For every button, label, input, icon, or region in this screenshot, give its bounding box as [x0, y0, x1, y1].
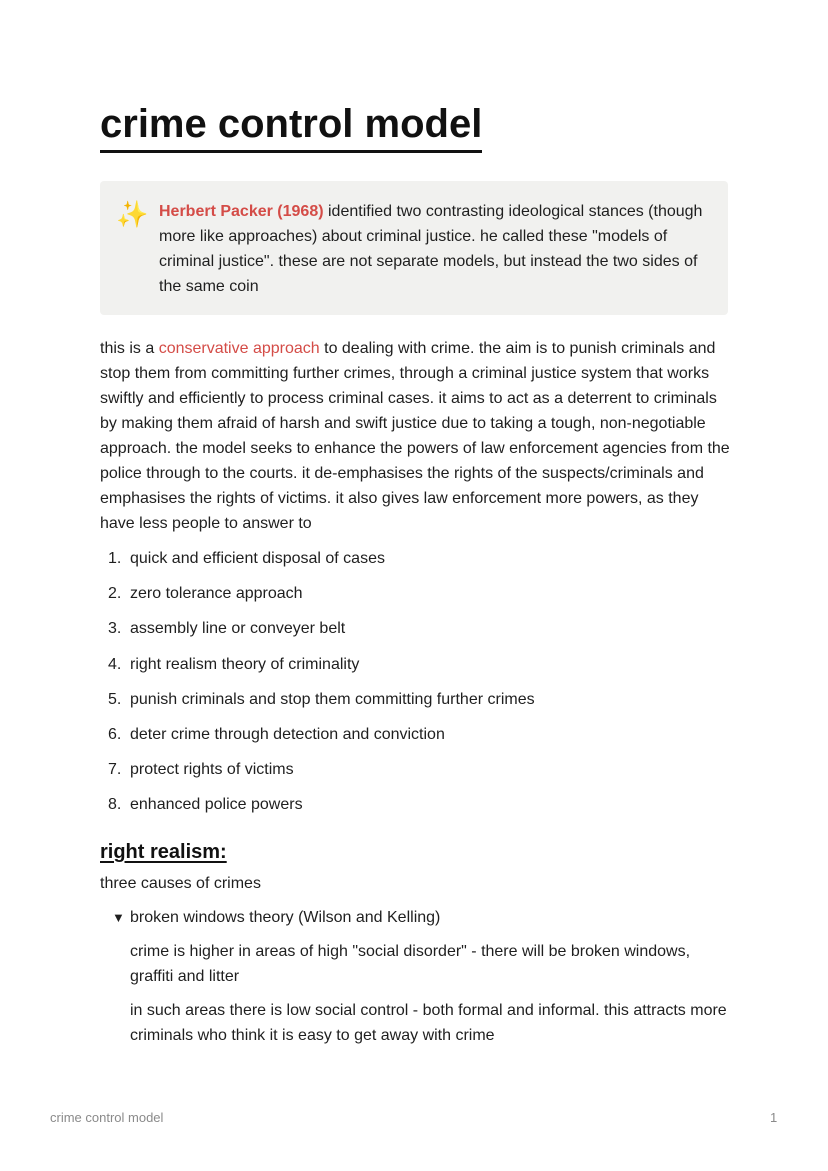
- list-item: [100, 652, 535, 687]
- toggle-broken-windows[interactable]: [112, 905, 440, 930]
- list-text: enhanced police powers: [130, 796, 303, 814]
- list-item: [100, 687, 535, 722]
- toggle-paragraph: in such areas there is low social control - both formal and informal. this attracts more criminals who think it is easy to get away with crime: [130, 1002, 727, 1044]
- intro-highlight: conservative approach: [158, 340, 320, 357]
- list-text: zero tolerance approach: [130, 585, 303, 603]
- list-text: punish criminals and stop them committing further crimes: [130, 690, 535, 708]
- page-title: crime control model: [100, 100, 482, 153]
- list-number: 8.: [108, 796, 122, 814]
- list-text: deter crime through detection and conviction: [130, 725, 445, 743]
- footer-page-number: 1: [770, 1110, 778, 1125]
- list-text: right realism theory of criminality: [130, 655, 360, 673]
- list-item: [100, 581, 535, 616]
- list-number: 3.: [108, 620, 122, 638]
- list-text: quick and efficient disposal of cases: [130, 550, 385, 567]
- numbered-list: [100, 546, 535, 828]
- list-text: protect rights of victims: [130, 761, 294, 779]
- callout-block: [100, 181, 728, 315]
- list-item: [100, 616, 535, 651]
- list-number: 7.: [108, 761, 122, 779]
- list-item: [100, 722, 535, 757]
- intro-after: to dealing with crime. the aim is to punish criminals and stop them from committing further crimes, through a criminal justice system that works swiftly and efficiently to process criminal cases. it aims to act as a deterrent to criminals by making them afraid of harsh and swift justice due to taking a tough, non-negotiable approach. the model seeks to enhance the powers of law enforcement agencies from the police through to the courts. it de-emphasises the rights of the suspects/criminals and emphasises the rights of victims. it also gives law enforcement more powers, as they have less people to answer to: [100, 340, 730, 532]
- toggle-label: broken windows theory (Wilson and Kelling): [130, 909, 441, 926]
- callout-text: [159, 199, 709, 299]
- intro-paragraph: [100, 336, 732, 536]
- callout-highlight: Herbert Packer (1968): [159, 203, 324, 220]
- callout-body: identified two contrasting ideological stances (though more like approaches) about criminal justice. he called these "models of criminal justice". these are not separate models, but instead the two sides of the same coin: [159, 203, 703, 295]
- list-item: [100, 792, 535, 827]
- list-item: [100, 757, 535, 792]
- section-heading: right realism:: [100, 841, 227, 863]
- list-item: [100, 546, 535, 581]
- list-text: assembly line or conveyer belt: [130, 620, 346, 638]
- footer-doc-title: crime control model: [50, 1110, 164, 1125]
- toggle-arrow-icon[interactable]: ▼: [112, 910, 125, 925]
- sparkles-icon: ✨: [116, 199, 149, 229]
- list-number: 6.: [108, 725, 122, 743]
- toggle-content: [130, 939, 730, 1057]
- list-number: 5.: [108, 690, 122, 708]
- intro-before: this is a: [100, 340, 159, 357]
- list-number: 4.: [108, 655, 122, 673]
- section-subtitle: three causes of crimes: [100, 875, 261, 892]
- list-number: 1.: [108, 550, 122, 567]
- list-number: 2.: [108, 585, 122, 603]
- toggle-paragraph: crime is higher in areas of high "social disorder" - there will be broken windows, graffiti and litter: [130, 943, 691, 985]
